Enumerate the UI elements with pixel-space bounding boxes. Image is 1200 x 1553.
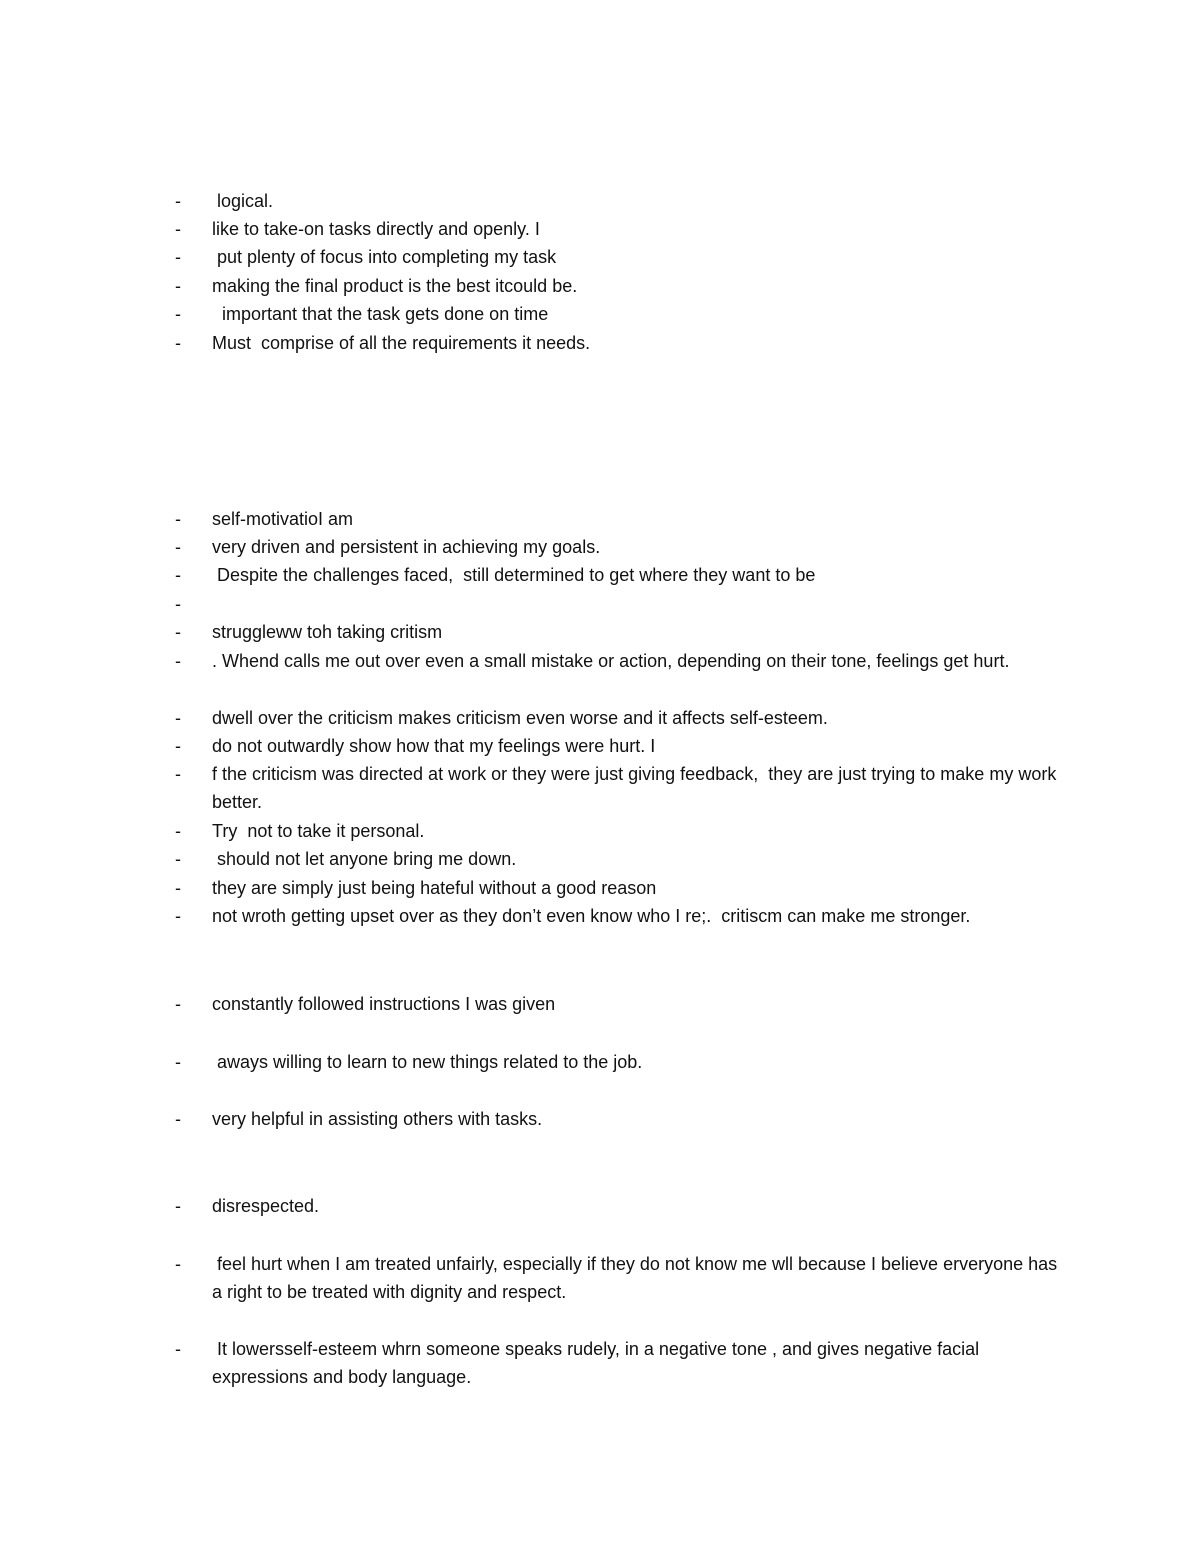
bullet-dash: - [175,333,181,353]
bullet-dash: - [175,1339,181,1359]
list-item-text: self-motivatioI am [212,509,354,529]
bullet-dash: - [175,1052,181,1072]
list-item-text: . Whend calls me out over even a small mistake or action, depending on their tone, feelings get hurt. [212,651,1010,671]
bullet-dash: - [175,994,181,1014]
bullet-dash: - [175,1196,181,1216]
bullet-dash: - [175,276,181,296]
bullet-dash: - [175,736,181,756]
list-item-text: struggleww toh taking critism [212,622,443,642]
bullet-dash: - [175,537,181,557]
bullet-dash: - [175,1254,181,1274]
bullet-dash: - [175,821,181,841]
bullet-dash: - [175,509,181,529]
bullet-dash: - [175,219,181,239]
bullet-dash: - [175,878,181,898]
list-item-text: put plenty of focus into completing my task [212,247,557,267]
bullet-dash: - [175,622,181,642]
list-item-text: Try not to take it personal. [212,821,425,841]
bullet-dash: - [175,1109,181,1129]
list-item-text: feel hurt when I am treated unfairly, especially if they do not know me wll because I believe erveryone has a right to be treated with dignity and respect. [212,1254,1063,1302]
list-item-text: logical. [212,191,274,211]
list-item-text: should not let anyone bring me down. [212,849,517,869]
list-item-text: important that the task gets done on time [212,304,549,324]
list-item-text: constantly followed instructions I was given [212,994,556,1014]
list-item-text: dwell over the criticism makes criticism even worse and it affects self-esteem. [212,708,828,728]
bullet-dash: - [175,764,181,784]
list-item-text: very driven and persistent in achieving my goals. [212,537,601,557]
bullet-dash: - [175,565,181,585]
bullet-dash: - [175,906,181,926]
bullet-dash: - [175,594,181,614]
list-item-text: It lowersself-esteem whrn someone speaks rudely, in a negative tone , and gives negative facial expressions and body language. [212,1339,985,1387]
list-item-text: disrespected. [212,1196,320,1216]
bullet-dash: - [175,651,181,671]
bullet-dash: - [175,247,181,267]
list-item-text: making the final product is the best itcould be. [212,276,578,296]
bullet-dash: - [175,849,181,869]
list-item-text: aways willing to learn to new things related to the job. [212,1052,643,1072]
list-item-text: f the criticism was directed at work or they were just giving feedback, they are just trying to make my work better. [212,764,1062,812]
list-item-text: Must comprise of all the requirements it needs. [212,333,591,353]
bullet-dash: - [175,191,181,211]
list-item-text: Despite the challenges faced, still determined to get where they want to be [212,565,816,585]
bullet-dash: - [175,304,181,324]
list-item-text: very helpful in assisting others with tasks. [212,1109,543,1129]
bullet-dash: - [175,708,181,728]
list-item-text: they are simply just being hateful without a good reason [212,878,657,898]
list-item-text: do not outwardly show how that my feelings were hurt. I [212,736,656,756]
list-item-text: not wroth getting upset over as they don’t even know who I re;. critiscm can make me stronger. [212,906,971,926]
list-item-text: like to take-on tasks directly and openly. I [212,219,540,239]
